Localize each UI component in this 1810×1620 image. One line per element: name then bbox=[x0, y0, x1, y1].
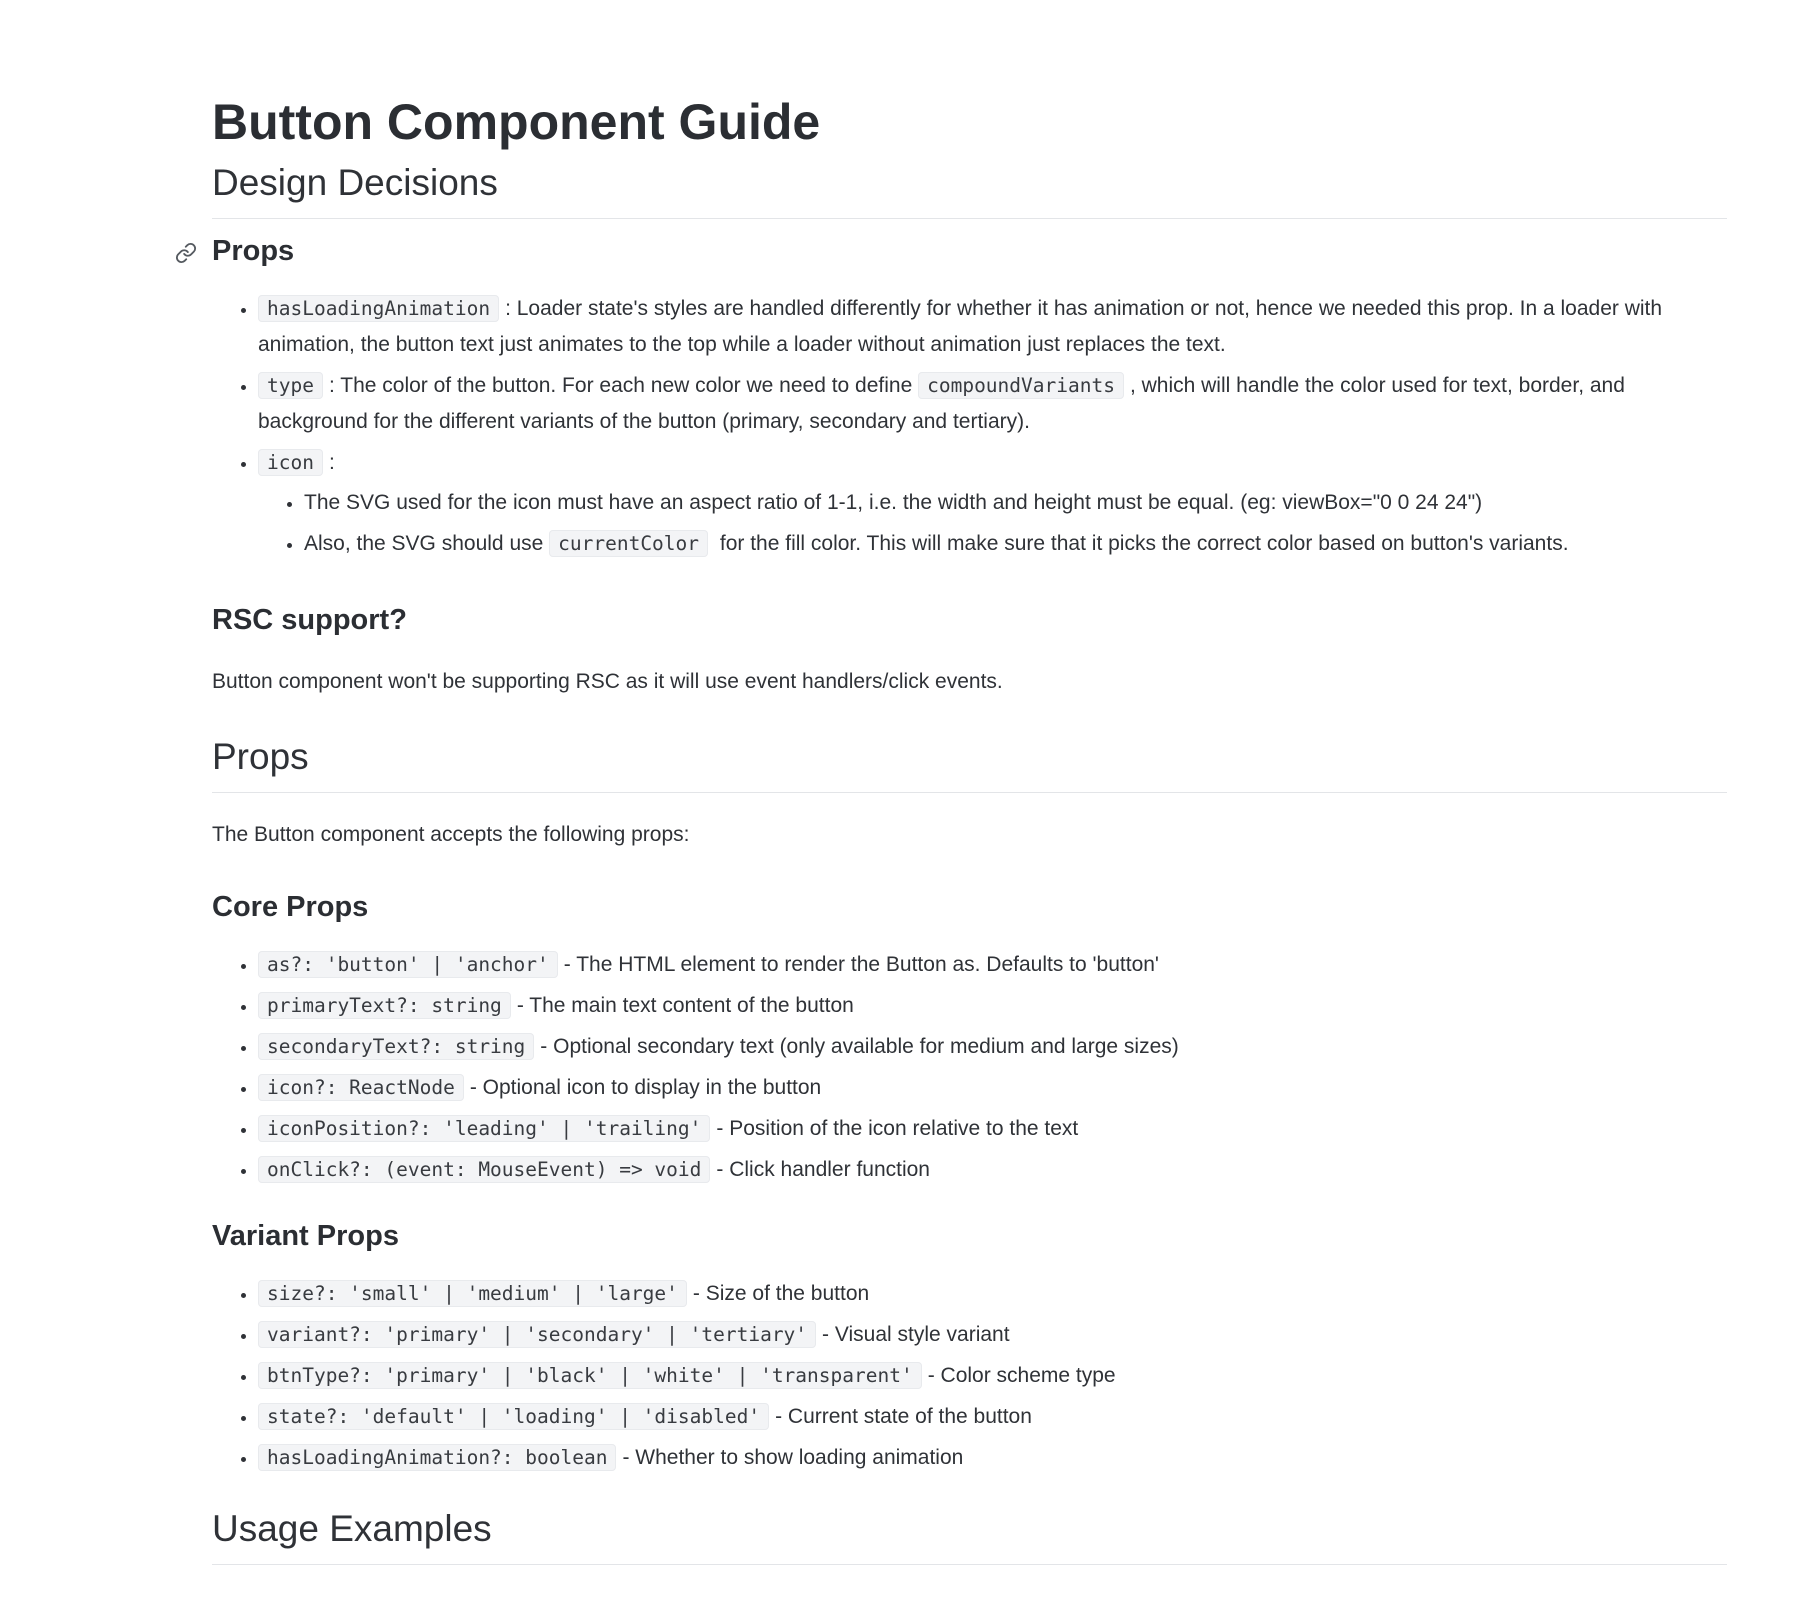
inline-code: primaryText?: string bbox=[258, 992, 511, 1019]
list-item-text: - Size of the button bbox=[692, 1282, 870, 1305]
inline-code: onClick?: (event: MouseEvent) => void bbox=[258, 1156, 710, 1183]
list-item bbox=[258, 1111, 1727, 1147]
inline-code: btnType?: 'primary' | 'black' | 'white' | 'transparent' bbox=[258, 1362, 922, 1389]
list-item-text: - The HTML element to render the Button as. Defaults to 'button' bbox=[563, 953, 1159, 976]
heading-usage-examples: Usage Examples bbox=[212, 1506, 1727, 1565]
heading-rsc-support: RSC support? bbox=[212, 604, 407, 636]
list-item bbox=[258, 947, 1727, 983]
heading-props-design-label: Props bbox=[212, 235, 295, 267]
heading-design-decisions: Design Decisions bbox=[212, 160, 1727, 219]
heading-variant-props: Variant Props bbox=[212, 1220, 399, 1252]
list-item bbox=[258, 1440, 1727, 1476]
inline-code: iconPosition?: 'leading' | 'trailing' bbox=[258, 1115, 710, 1142]
list-item-text: - Position of the icon relative to the text bbox=[716, 1117, 1079, 1140]
list-item-text: The SVG used for the icon must have an aspect ratio of 1-1, i.e. the width and height must be equal. (eg: viewBox="0 0 24 24") bbox=[304, 491, 1483, 514]
list-item-text: - Color scheme type bbox=[927, 1364, 1116, 1387]
inline-code: currentColor bbox=[549, 530, 708, 557]
design-props-list bbox=[212, 291, 1727, 562]
heading-props-design bbox=[212, 233, 1727, 269]
list-item-text: - Optional secondary text (only available for medium and large sizes) bbox=[540, 1035, 1179, 1058]
list-item-text: - Optional icon to display in the button bbox=[469, 1076, 822, 1099]
list-item-text: for the fill color. This will make sure that it picks the correct color based on button's variants. bbox=[714, 532, 1569, 555]
list-item bbox=[304, 485, 1727, 521]
rsc-paragraph: Button component won't be supporting RSC as it will use event handlers/click events. bbox=[212, 670, 1003, 693]
inline-code: icon bbox=[258, 449, 323, 476]
inline-code: size?: 'small' | 'medium' | 'large' bbox=[258, 1280, 687, 1307]
variant-props-list bbox=[212, 1276, 1727, 1476]
inline-code: hasLoadingAnimation bbox=[258, 295, 499, 322]
link-icon[interactable] bbox=[175, 237, 197, 259]
list-item bbox=[258, 368, 1727, 440]
list-item-text: - Current state of the button bbox=[775, 1405, 1032, 1428]
list-item-text: Also, the SVG should use bbox=[304, 532, 550, 555]
inline-code: type bbox=[258, 372, 323, 399]
list-item-text: , which will handle the color used for text, border, and background for the different variants of the button (primary, secondary and tertiary). bbox=[258, 374, 1625, 433]
heading-props: Props bbox=[212, 734, 1727, 793]
list-item bbox=[258, 1029, 1727, 1065]
inline-code: icon?: ReactNode bbox=[258, 1074, 464, 1101]
icon-sublist bbox=[258, 485, 1727, 562]
list-item-text: - Whether to show loading animation bbox=[622, 1446, 964, 1469]
list-item bbox=[258, 1276, 1727, 1312]
inline-code: variant?: 'primary' | 'secondary' | 'tertiary' bbox=[258, 1321, 816, 1348]
list-item-text: : The color of the button. For each new color we need to define bbox=[328, 374, 919, 397]
inline-code: state?: 'default' | 'loading' | 'disabled' bbox=[258, 1403, 769, 1430]
list-item bbox=[258, 1317, 1727, 1353]
props-intro: The Button component accepts the following props: bbox=[212, 823, 690, 846]
page-title: Button Component Guide bbox=[212, 94, 821, 150]
inline-code: as?: 'button' | 'anchor' bbox=[258, 951, 558, 978]
inline-code: secondaryText?: string bbox=[258, 1033, 534, 1060]
list-item bbox=[258, 1152, 1727, 1188]
list-item-text: : bbox=[328, 451, 335, 474]
list-item-text: - The main text content of the button bbox=[516, 994, 854, 1017]
inline-code: hasLoadingAnimation?: boolean bbox=[258, 1444, 616, 1471]
list-item bbox=[258, 988, 1727, 1024]
core-props-list bbox=[212, 947, 1727, 1188]
list-item bbox=[258, 291, 1727, 363]
list-item-text: - Click handler function bbox=[716, 1158, 930, 1181]
list-item-text: : Loader state's styles are handled differently for whether it has animation or not, hence we needed this prop. In a loader with animation, the button text just animates to the top while a loader without animation just replaces the text. bbox=[258, 297, 1663, 356]
heading-core-props: Core Props bbox=[212, 891, 369, 923]
list-item bbox=[258, 1070, 1727, 1106]
list-item bbox=[258, 445, 1727, 562]
list-item bbox=[304, 526, 1727, 562]
inline-code: compoundVariants bbox=[918, 372, 1124, 399]
list-item bbox=[258, 1358, 1727, 1394]
list-item bbox=[258, 1399, 1727, 1435]
list-item-text: - Visual style variant bbox=[822, 1323, 1010, 1346]
